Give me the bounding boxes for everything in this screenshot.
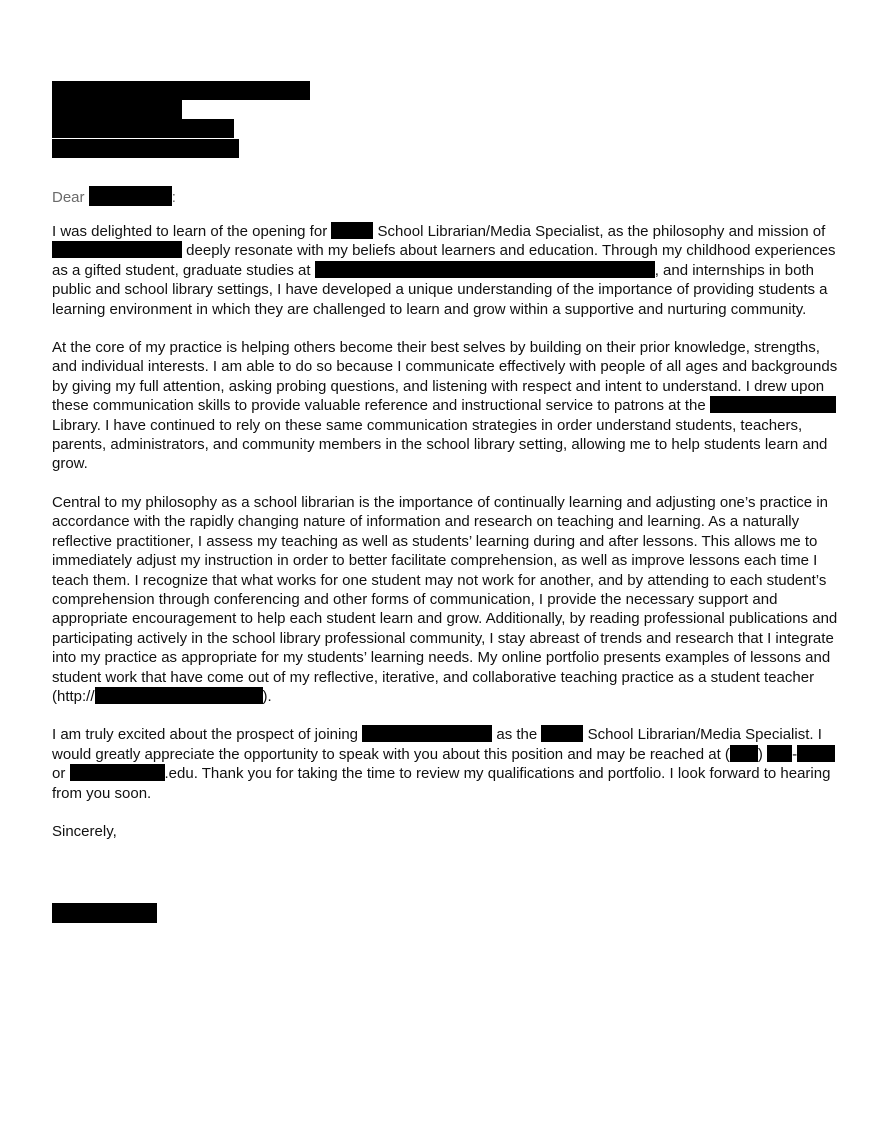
p4-text-b: as the <box>496 726 538 744</box>
redacted-signature <box>52 903 157 923</box>
p4-text-d: ) <box>757 745 763 763</box>
p1-text-c: deeply resonate with my beliefs about learners and education. Through my childhood experiences as a gifted student, graduate studies at <box>52 242 836 279</box>
closing: Sincerely, <box>52 822 117 840</box>
redacted-sender-name <box>52 81 310 100</box>
p4-text-c: School Librarian/Media Specialist. I would greatly appreciate the opportunity to speak with you about this position and may be reached at ( <box>52 726 822 763</box>
redacted-address-line-1 <box>52 100 182 119</box>
redacted-portfolio-url <box>95 687 263 704</box>
p2-text-b: Library. I have continued to rely on these same communication strategies in order understand students, teachers, parents, administrators, and community members in the school library setting, allowing me to help students learn and grow. <box>52 416 828 473</box>
redacted-address-line-2 <box>52 119 234 138</box>
p1-text-b: School Librarian/Media Specialist, as the philosophy and mission of <box>377 223 826 240</box>
p4-text-e: - <box>792 745 798 763</box>
paragraph-2 <box>52 338 842 474</box>
redacted-area-code <box>730 745 758 762</box>
salutation <box>52 186 842 208</box>
p3-text-a: Central to my philosophy as a school librarian is the importance of continually learning and adjusting one’s practice in accordance with the rapidly changing nature of information and research on teaching and learning. As a naturally reflective practitioner, I assess my teaching as well as students’ learning during and after lessons. This allows me to immediately adjust my instruction in order to better facilitate comprehension, as well as improve lessons each time I teach them. I recognize that what works for one student may not work for another, and by attending to each student’s comprehension through conferencing and other forms of communication, I provide the necessary support and appropriate encouragement to help each student learn and grow. Additionally, by reading professional publications and participating actively in the school library professional community, I stay abreast of trends and research that I integrate into my practice as appropriate for my students’ learning needs. My online portfolio presents examples of lessons and student work that have come out of my reflective, iterative, and collaborative teaching practice as a student teacher (http:// <box>52 493 838 705</box>
p2-text-a: At the core of my practice is helping others become their best selves by building on their prior knowledge, strengths, and individual interests. I am able to do so because I communicate effectively with people of all ages and backgrounds by giving my full attention, asking probing questions, and listening with respect and intent to understand. I drew upon these communication skills to provide valuable reference and instructional service to patrons at the <box>52 339 838 415</box>
redacted-phone-prefix <box>767 745 792 762</box>
redacted-library-name <box>710 396 836 413</box>
paragraph-1 <box>52 222 842 319</box>
p4-text-a: I am truly excited about the prospect of joining <box>52 726 359 744</box>
redacted-university-name <box>315 261 655 278</box>
redacted-phone-line <box>797 745 835 762</box>
p1-text-d: , and internships in both public and school library settings, I have developed a unique understanding of the importance of providing students a learning environment in which they are challenged to learn and grow within a supportive and nurturing community. <box>52 261 828 318</box>
p3-text-b: ). <box>262 687 272 705</box>
redacted-school-name <box>331 222 373 239</box>
salutation-suffix: : <box>171 189 176 206</box>
redacted-recipient-name <box>89 186 172 206</box>
letter-body <box>52 186 842 841</box>
redacted-employer-name <box>362 725 492 742</box>
salutation-prefix: Dear <box>52 189 85 206</box>
redacted-school-name-2 <box>541 725 583 742</box>
p4-text-g: .edu. Thank you for taking the time to review my qualifications and portfolio. I look forward to hearing from you soon. <box>52 765 831 802</box>
p1-text-a: I was delighted to learn of the opening for <box>52 223 328 240</box>
redacted-address-line-3 <box>52 139 239 158</box>
paragraph-4 <box>52 725 842 803</box>
redacted-email-user <box>70 764 165 781</box>
paragraph-3 <box>52 493 842 706</box>
redacted-institution-name <box>52 241 182 258</box>
p4-text-f: or <box>52 765 66 783</box>
